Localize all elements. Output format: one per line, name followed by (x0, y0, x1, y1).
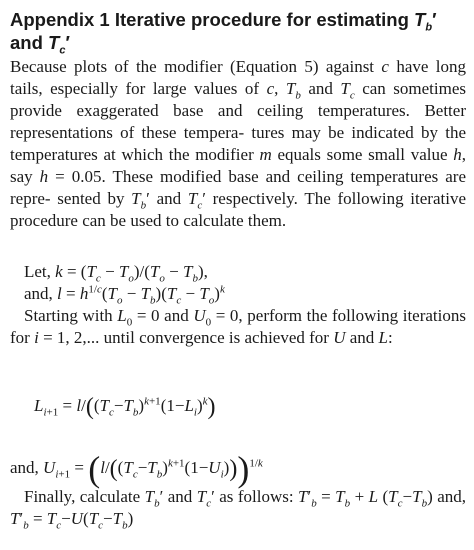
intro-paragraph: Because plots of the modifier (Equation 5) against c have long tails, especially for large values of c, $T_b$ and $T_c$ can sometimes provide exaggerated base and ceiling temperatures. Better representations of these tempera- tures may be indicated by the temperatures at which the modifier m equals some small value h, say h = 0.05. These modified base and ceiling temperatures are repre- sented by $T_b'$ and $T_c'$ respectively. The following iterative procedure can be used to calculate them. (10, 57, 467, 230)
let-k-line: Let, $k = (T_c - T_o)/(T_o - T_b)$, (24, 262, 208, 285)
equation-L: $L_{i+1} = l/((T_c-T_b)^{k+1}(1-L_i)^k)$ (34, 394, 216, 420)
equation-U: and, $U_{i+1} = (l/((T_c-T_b)^{k+1}(1-U_i)))^{1/k}$ (10, 449, 263, 489)
final-paragraph: Finally, calculate $T_b'$ and $T_c'$ as follows: $T'_b = T_b + L$ $(T_c-T_b)$ and, $T'_b = T_c-U(T_c-T_b)$ (10, 487, 466, 532)
start-paragraph: Starting with $L_0 = 0$ and $U_0 = 0$, perform the following iterations for i = 1, 2,... until convergence is achieved for U and L: (10, 306, 466, 347)
and-l-line: and, $l = h^{1/c}(T_o - T_b)(T_c - T_o)^k$ (24, 283, 225, 307)
title-text: Appendix 1 Iterative procedure for estimating $T_b'$ and $T_c'$ (10, 9, 437, 57)
appendix-title (10, 8, 466, 57)
